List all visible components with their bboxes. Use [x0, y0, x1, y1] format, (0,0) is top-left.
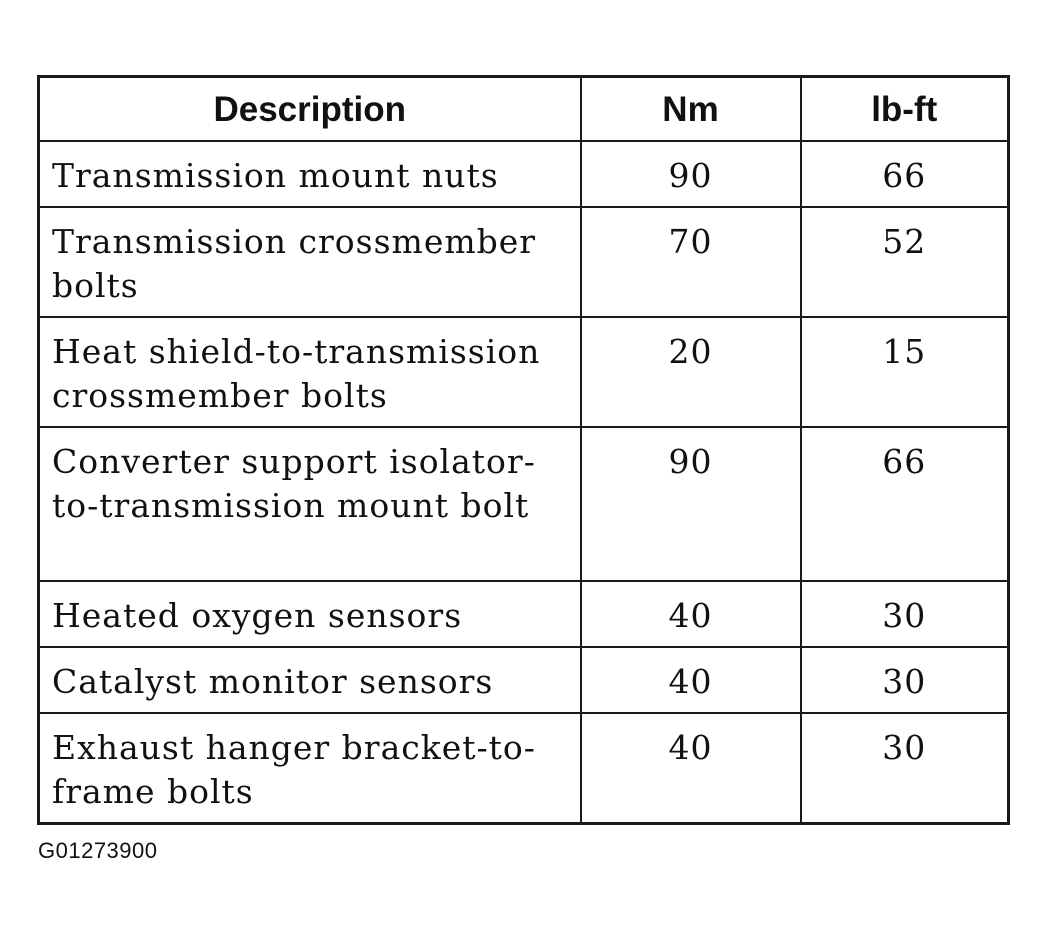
table-row [39, 207, 1009, 317]
table-row [39, 427, 1009, 581]
table-row [39, 647, 1009, 713]
nm-cell: 90 [581, 141, 801, 207]
column-header-description: Description [39, 77, 581, 142]
lbft-cell: 66 [801, 141, 1009, 207]
figure-code: G01273900 [38, 838, 158, 863]
description-cell: Transmission crossmember bolts [39, 207, 581, 317]
table-row [39, 141, 1009, 207]
table-row [39, 581, 1009, 647]
nm-cell: 40 [581, 713, 801, 824]
nm-cell: 40 [581, 647, 801, 713]
nm-cell: 40 [581, 581, 801, 647]
description-cell: Transmission mount nuts [39, 141, 581, 207]
description-cell: Exhaust hanger bracket-to-frame bolts [39, 713, 581, 824]
table-header-row [39, 77, 1009, 142]
nm-cell: 90 [581, 427, 801, 581]
lbft-cell: 66 [801, 427, 1009, 581]
lbft-cell: 30 [801, 713, 1009, 824]
description-cell: Heated oxygen sensors [39, 581, 581, 647]
lbft-cell: 52 [801, 207, 1009, 317]
lbft-cell: 30 [801, 581, 1009, 647]
nm-cell: 70 [581, 207, 801, 317]
table-row [39, 317, 1009, 427]
description-cell: Catalyst monitor sensors [39, 647, 581, 713]
column-header-lbft: lb-ft [801, 77, 1009, 142]
column-header-nm: Nm [581, 77, 801, 142]
lbft-cell: 30 [801, 647, 1009, 713]
torque-spec-table [37, 75, 1010, 825]
description-cell: Converter support isolator-to-transmission mount bolt [39, 427, 581, 581]
table-row [39, 713, 1009, 824]
lbft-cell: 15 [801, 317, 1009, 427]
nm-cell: 20 [581, 317, 801, 427]
description-cell: Heat shield-to-transmission crossmember bolts [39, 317, 581, 427]
